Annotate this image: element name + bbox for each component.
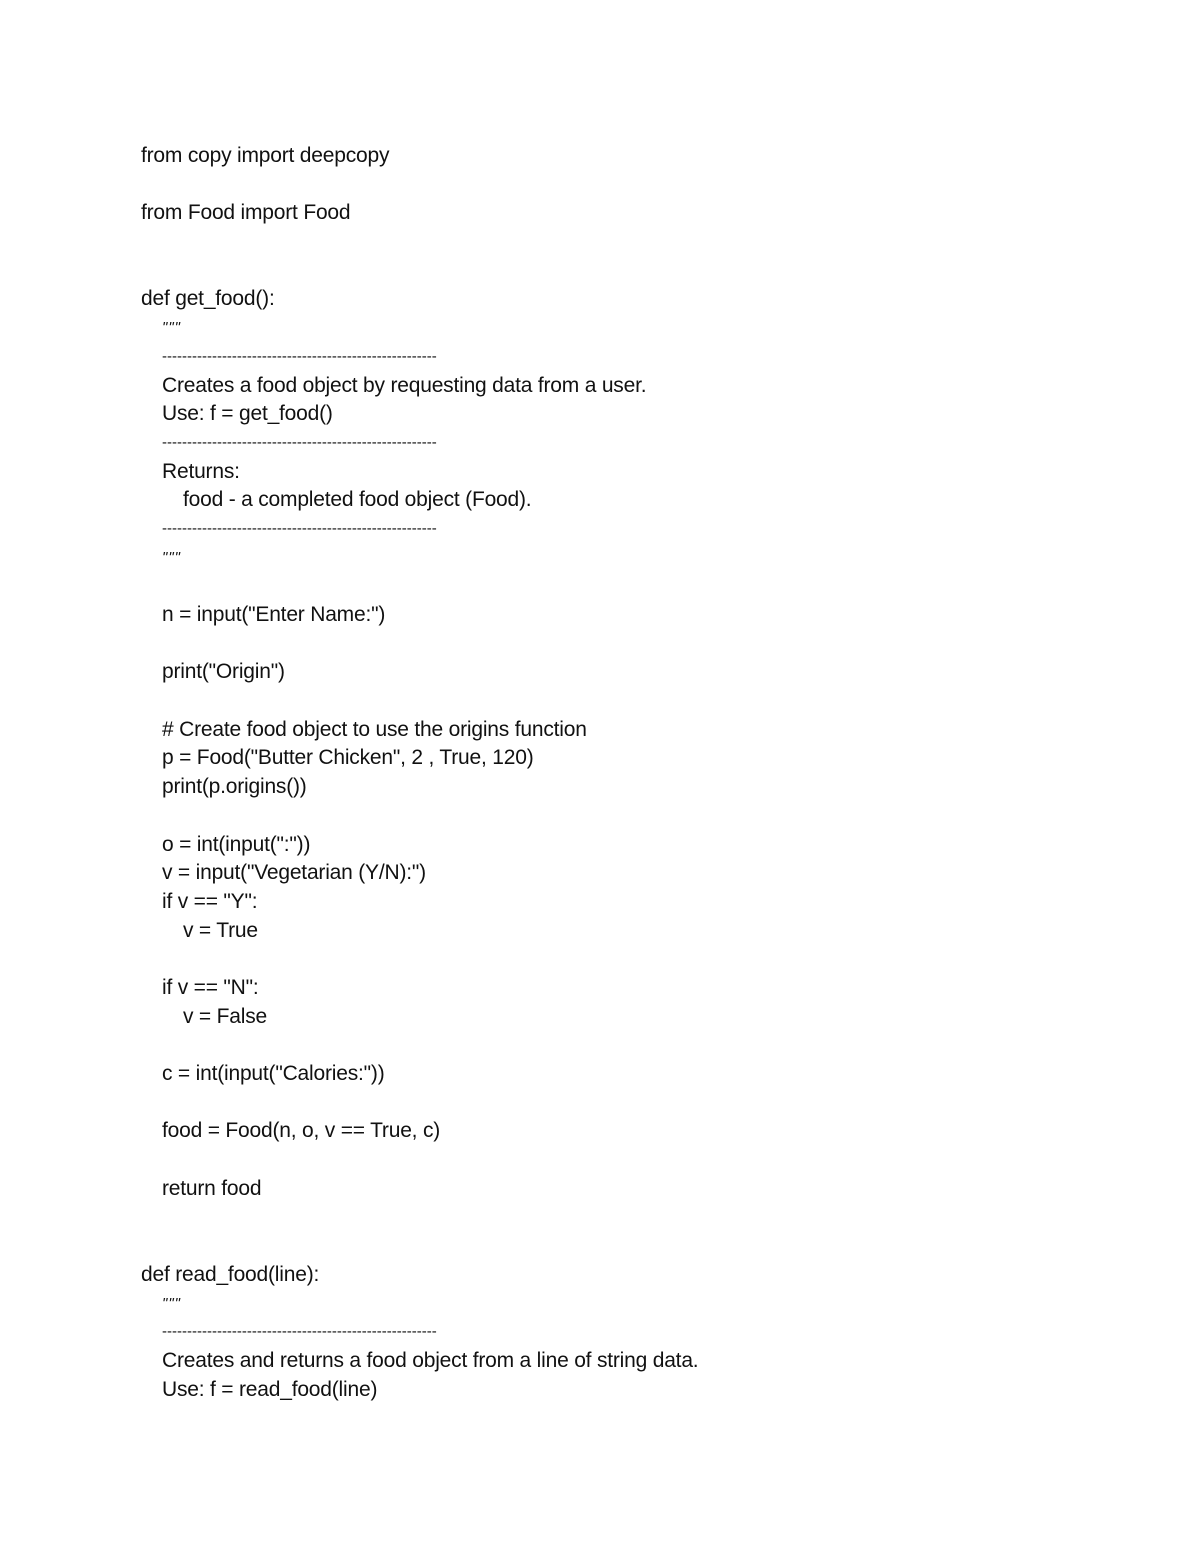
- blank-line: [141, 687, 1121, 716]
- code-line-import-copy: from copy import deepcopy: [141, 144, 390, 167]
- blank-line: [141, 945, 1121, 974]
- docstring-separator: -------------------------------------------------------: [162, 1323, 437, 1341]
- code-line-set-true: v = True: [183, 918, 258, 942]
- blank-line: [141, 1146, 1121, 1175]
- blank-line: [141, 1203, 1121, 1232]
- code-listing: [141, 142, 1121, 1404]
- code-line-print-origins: print(p.origins()): [162, 775, 307, 799]
- blank-line: [141, 1232, 1121, 1261]
- docstring-returns-detail: food - a completed food object (Food).: [183, 488, 532, 512]
- code-line-construct-food: food = Food(n, o, v == True, c): [162, 1119, 441, 1143]
- code-line-input-calories: c = int(input("Calories:")): [162, 1062, 385, 1085]
- blank-line: [141, 802, 1121, 831]
- code-line-def-read-food: def read_food(line):: [141, 1262, 320, 1286]
- blank-line: [141, 257, 1121, 286]
- blank-line: [141, 1089, 1121, 1118]
- docstring-usage: Use: f = get_food(): [162, 402, 333, 426]
- docstring-open: """: [162, 319, 181, 337]
- docstring-separator: -------------------------------------------------------: [162, 519, 437, 537]
- code-comment: # Create food object to use the origins function: [162, 717, 587, 741]
- docstring-description: Creates and returns a food object from a line of string data.: [162, 1348, 699, 1372]
- code-line-def-get-food: def get_food():: [141, 287, 275, 311]
- blank-line: [141, 1031, 1121, 1060]
- blank-line: [141, 228, 1121, 257]
- code-line-return-food: return food: [162, 1176, 262, 1200]
- blank-line: [141, 572, 1121, 601]
- code-line-import-food: from Food import Food: [141, 201, 351, 225]
- code-line-input-vegetarian: v = input("Vegetarian (Y/N):"): [162, 861, 426, 885]
- blank-line: [141, 630, 1121, 659]
- blank-line: [141, 171, 1121, 200]
- docstring-close: """: [162, 548, 181, 566]
- docstring-usage: Use: f = read_food(line): [162, 1377, 378, 1401]
- code-line-if-yes: if v == "Y":: [162, 889, 258, 913]
- docstring-description: Creates a food object by requesting data from a user.: [162, 373, 647, 397]
- docstring-separator: -------------------------------------------------------: [162, 347, 437, 365]
- docstring-separator: -------------------------------------------------------: [162, 433, 437, 451]
- code-line-if-no: if v == "N":: [162, 975, 259, 999]
- code-line-input-name: n = input("Enter Name:"): [162, 603, 386, 626]
- code-line-set-false: v = False: [183, 1004, 267, 1028]
- docstring-returns-heading: Returns:: [162, 459, 240, 483]
- code-line-input-origin: o = int(input(":")): [162, 832, 311, 856]
- code-line-print-origin: print("Origin"): [162, 660, 285, 684]
- code-line-create-food: p = Food("Butter Chicken", 2 , True, 120): [162, 746, 534, 770]
- docstring-open: """: [162, 1294, 181, 1312]
